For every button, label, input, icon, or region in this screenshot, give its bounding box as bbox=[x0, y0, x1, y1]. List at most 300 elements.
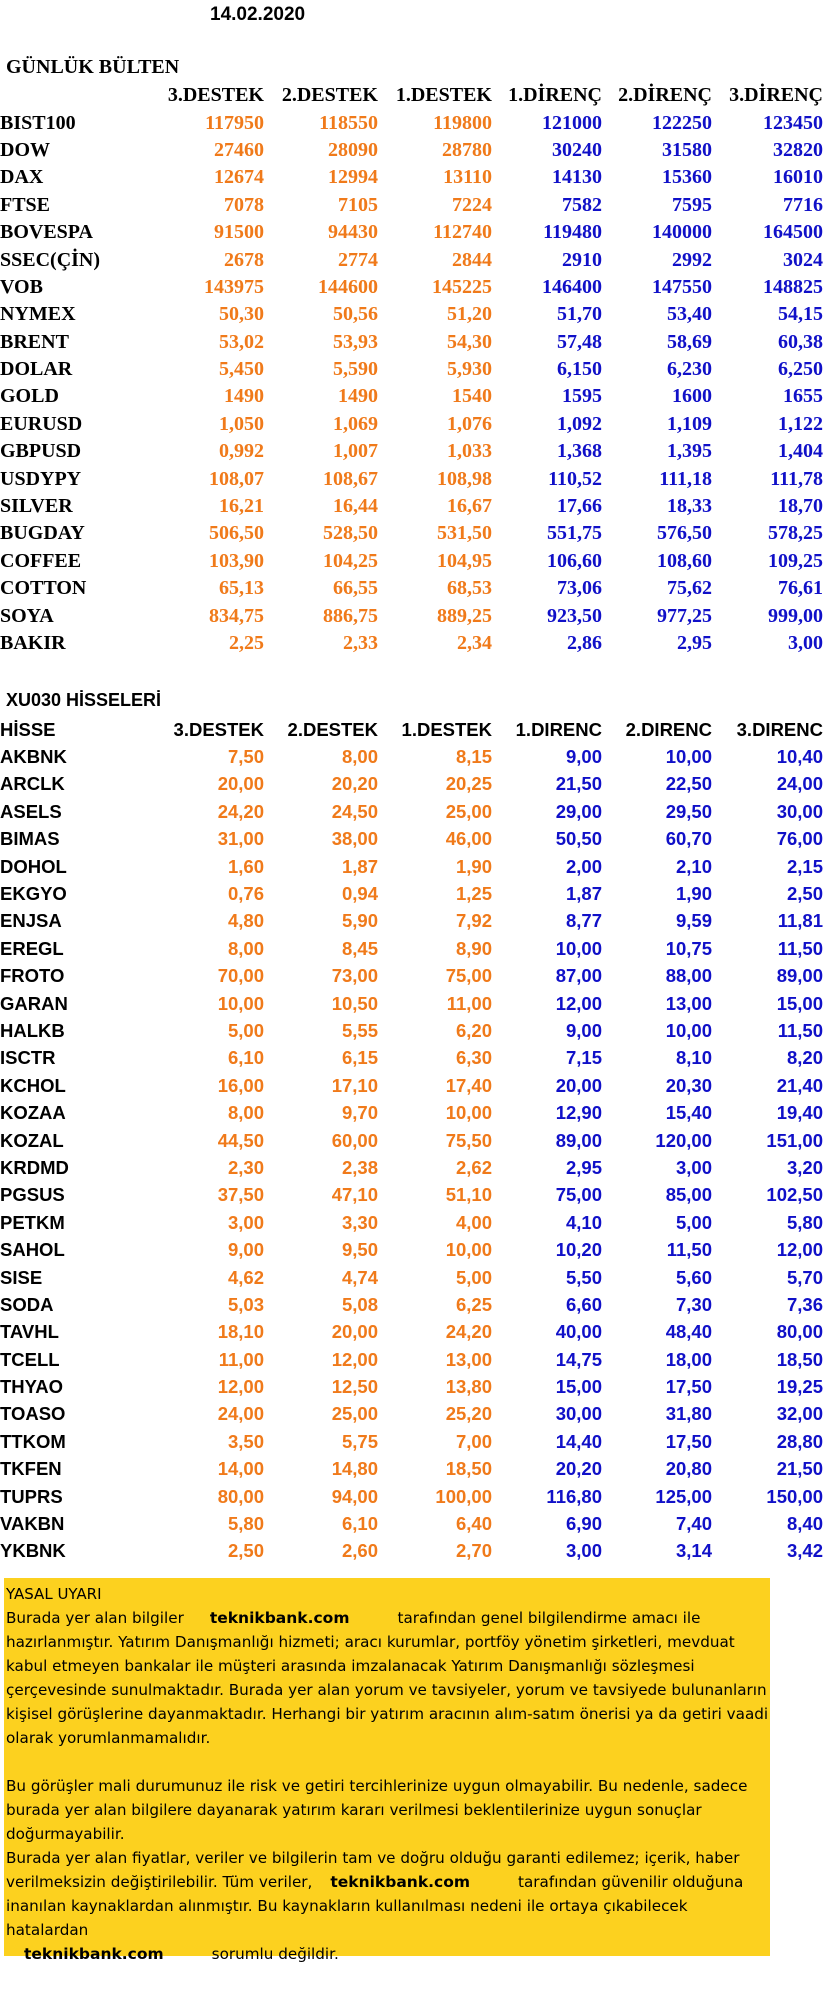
support-value: 2774 bbox=[338, 248, 378, 271]
resistance-value: 109,25 bbox=[768, 549, 823, 572]
support-value: 16,67 bbox=[447, 495, 492, 518]
support-value: 1490 bbox=[224, 385, 264, 408]
resistance-value: 8,10 bbox=[675, 1047, 712, 1069]
support-value: 31,00 bbox=[217, 828, 264, 850]
support-value: 5,75 bbox=[341, 1430, 378, 1452]
support-value: 70,00 bbox=[217, 965, 264, 987]
resistance-value: 19,25 bbox=[776, 1376, 823, 1398]
resistance-value: 24,00 bbox=[776, 773, 823, 795]
resistance-value: 20,00 bbox=[555, 1074, 602, 1096]
support-value: 25,00 bbox=[445, 800, 492, 822]
support-value: 5,590 bbox=[333, 358, 378, 381]
support-value: 51,10 bbox=[445, 1184, 492, 1206]
support-value: 528,50 bbox=[323, 522, 378, 545]
support-value: 46,00 bbox=[445, 828, 492, 850]
support-value: 13110 bbox=[443, 166, 492, 189]
resistance-value: 75,00 bbox=[555, 1184, 602, 1206]
support-value: 1,069 bbox=[333, 412, 378, 435]
support-value: 7,92 bbox=[455, 910, 492, 932]
support-value: 53,93 bbox=[333, 330, 378, 353]
table-row bbox=[0, 798, 823, 825]
resistance-value: 2,50 bbox=[786, 883, 823, 905]
instrument-name: BOVESPA bbox=[0, 221, 93, 244]
table-row bbox=[0, 411, 823, 438]
resistance-value: 51,70 bbox=[557, 303, 602, 326]
column-header: 3.DESTEK bbox=[167, 84, 264, 107]
instrument-name: GARAN bbox=[0, 992, 68, 1014]
support-value: 834,75 bbox=[209, 604, 264, 627]
resistance-value: 32820 bbox=[773, 138, 823, 161]
report-date: 14.02.2020 bbox=[210, 4, 306, 25]
support-value: 144600 bbox=[318, 275, 378, 298]
stocks-title: XU030 HİSSELERİ bbox=[6, 690, 162, 710]
resistance-value: 22,50 bbox=[665, 773, 712, 795]
instrument-name: DAX bbox=[0, 166, 44, 189]
instrument-name: COTTON bbox=[0, 577, 87, 600]
resistance-value: 21,50 bbox=[776, 1458, 823, 1480]
instrument-name: SISE bbox=[0, 1266, 43, 1288]
support-value: 7105 bbox=[338, 193, 378, 216]
support-value: 8,90 bbox=[455, 937, 492, 959]
resistance-value: 7582 bbox=[562, 193, 602, 216]
support-value: 11,00 bbox=[446, 992, 492, 1014]
table-row bbox=[0, 963, 823, 990]
resistance-value: 18,00 bbox=[665, 1348, 712, 1370]
instrument-name: BAKIR bbox=[0, 632, 66, 654]
support-value: 1,007 bbox=[333, 440, 378, 463]
table-row bbox=[0, 1401, 823, 1428]
support-value: 14,80 bbox=[331, 1458, 378, 1480]
support-value: 7,00 bbox=[455, 1430, 492, 1452]
support-value: 2,50 bbox=[227, 1540, 264, 1562]
support-value: 0,992 bbox=[219, 440, 264, 463]
instrument-name: ARCLK bbox=[0, 773, 65, 795]
support-value: 8,45 bbox=[341, 937, 378, 959]
support-value: 50,30 bbox=[219, 303, 264, 326]
resistance-value: 10,00 bbox=[555, 937, 602, 959]
resistance-value: 9,00 bbox=[565, 746, 602, 768]
disclaimer-text: tarafından genel bilgilendirme amacı ile bbox=[397, 1609, 701, 1627]
resistance-value: 151,00 bbox=[766, 1129, 823, 1151]
resistance-value: 6,90 bbox=[565, 1513, 602, 1535]
support-value: 2,34 bbox=[457, 632, 492, 654]
resistance-value: 2992 bbox=[672, 248, 712, 271]
resistance-value: 140000 bbox=[652, 221, 712, 244]
instrument-name: DOHOL bbox=[0, 855, 67, 877]
support-value: 1540 bbox=[452, 385, 492, 408]
instrument-name: TUPRS bbox=[0, 1485, 63, 1507]
resistance-value: 11,81 bbox=[777, 910, 823, 932]
resistance-value: 3,20 bbox=[786, 1156, 823, 1178]
resistance-value: 106,60 bbox=[547, 549, 602, 572]
resistance-value: 999,00 bbox=[768, 604, 823, 627]
resistance-value: 15,00 bbox=[555, 1376, 602, 1398]
support-value: 12,00 bbox=[331, 1348, 378, 1370]
resistance-value: 19,40 bbox=[776, 1102, 823, 1124]
support-value: 10,00 bbox=[217, 992, 264, 1014]
resistance-value: 28,80 bbox=[776, 1430, 823, 1452]
support-value: 20,00 bbox=[331, 1321, 378, 1343]
support-value: 17,10 bbox=[331, 1074, 378, 1096]
resistance-value: 40,00 bbox=[555, 1321, 602, 1343]
resistance-value: 10,00 bbox=[665, 746, 712, 768]
resistance-value: 32,00 bbox=[776, 1403, 823, 1425]
resistance-value: 21,50 bbox=[555, 773, 602, 795]
resistance-value: 977,25 bbox=[657, 604, 712, 627]
support-value: 5,90 bbox=[341, 910, 378, 932]
instrument-name: SAHOL bbox=[0, 1239, 65, 1261]
support-value: 0,94 bbox=[341, 883, 378, 905]
support-value: 8,00 bbox=[341, 746, 378, 768]
resistance-value: 29,50 bbox=[665, 800, 712, 822]
support-value: 1,25 bbox=[455, 883, 492, 905]
column-header: 1.DİRENÇ bbox=[508, 84, 602, 107]
support-value: 3,50 bbox=[227, 1430, 264, 1452]
support-value: 8,00 bbox=[227, 937, 264, 959]
table-row bbox=[0, 137, 823, 164]
support-value: 7,50 bbox=[227, 746, 264, 768]
resistance-value: 21,40 bbox=[776, 1074, 823, 1096]
resistance-value: 578,25 bbox=[768, 522, 823, 545]
instrument-name: SILVER bbox=[0, 495, 73, 518]
support-value: 75,50 bbox=[445, 1129, 492, 1151]
instrument-name: USDYPY bbox=[0, 467, 82, 490]
table-row bbox=[0, 1319, 823, 1346]
resistance-value: 1,092 bbox=[557, 412, 602, 435]
support-value: 112740 bbox=[433, 221, 492, 244]
resistance-value: 76,00 bbox=[776, 828, 823, 850]
disclaimer-text: doğurmayabilir. bbox=[6, 1825, 125, 1843]
table-row bbox=[0, 164, 823, 191]
support-value: 889,25 bbox=[437, 604, 492, 627]
instrument-name: NYMEX bbox=[0, 303, 76, 326]
table-row bbox=[0, 1456, 823, 1483]
support-value: 6,10 bbox=[227, 1047, 264, 1069]
resistance-value: 10,20 bbox=[555, 1239, 602, 1261]
support-value: 1490 bbox=[338, 385, 378, 408]
table-row bbox=[0, 1045, 823, 1072]
support-value: 16,44 bbox=[333, 495, 378, 518]
resistance-value: 7,15 bbox=[565, 1047, 602, 1069]
support-value: 5,00 bbox=[227, 1019, 264, 1041]
resistance-value: 73,06 bbox=[557, 577, 602, 600]
table-row bbox=[0, 1538, 823, 1565]
disclaimer-text: Burada yer alan bilgiler bbox=[6, 1609, 184, 1627]
support-value: 2844 bbox=[452, 248, 492, 271]
table-row bbox=[0, 880, 823, 907]
support-value: 66,55 bbox=[333, 577, 378, 600]
table-row bbox=[0, 1428, 823, 1455]
table-row bbox=[0, 246, 823, 273]
table-row bbox=[0, 1236, 823, 1263]
table-row bbox=[0, 109, 823, 136]
resistance-value: 121000 bbox=[542, 111, 602, 134]
support-value: 143975 bbox=[204, 275, 264, 298]
support-value: 2,62 bbox=[455, 1156, 492, 1178]
resistance-value: 18,33 bbox=[667, 495, 712, 518]
table-row bbox=[0, 1346, 823, 1373]
resistance-value: 1,395 bbox=[667, 440, 712, 463]
support-value: 53,02 bbox=[219, 330, 264, 353]
table-row bbox=[0, 219, 823, 246]
resistance-value: 2,95 bbox=[677, 632, 712, 654]
resistance-value: 15,40 bbox=[665, 1102, 712, 1124]
instrument-name: BIST100 bbox=[0, 111, 76, 134]
support-value: 108,07 bbox=[209, 467, 264, 490]
support-value: 12,00 bbox=[217, 1376, 264, 1398]
column-header: HİSSE bbox=[0, 718, 56, 740]
support-value: 12674 bbox=[214, 166, 264, 189]
column-header: 1.DIRENC bbox=[515, 718, 602, 740]
resistance-value: 20,20 bbox=[555, 1458, 602, 1480]
resistance-value: 3,42 bbox=[786, 1540, 823, 1562]
resistance-value: 7,40 bbox=[675, 1513, 712, 1535]
resistance-value: 88,00 bbox=[665, 965, 712, 987]
instrument-name: TTKOM bbox=[0, 1430, 66, 1452]
disclaimer-text: verilmeksizin değiştirilebilir. Tüm veriler, bbox=[6, 1873, 313, 1891]
resistance-value: 3,00 bbox=[565, 1540, 602, 1562]
resistance-value: 30,00 bbox=[776, 800, 823, 822]
support-value: 20,20 bbox=[331, 773, 378, 795]
support-value: 6,30 bbox=[455, 1047, 492, 1069]
support-value: 3,30 bbox=[341, 1211, 378, 1233]
table-row bbox=[0, 438, 823, 465]
resistance-value: 551,75 bbox=[547, 522, 602, 545]
resistance-value: 2,00 bbox=[565, 855, 602, 877]
support-value: 94,00 bbox=[331, 1485, 378, 1507]
table-row bbox=[0, 493, 823, 520]
resistance-value: 150,00 bbox=[766, 1485, 823, 1507]
header-row bbox=[0, 716, 823, 743]
legal-disclaimer bbox=[4, 1578, 770, 1963]
support-value: 51,20 bbox=[447, 303, 492, 326]
support-value: 38,00 bbox=[331, 828, 378, 850]
table-row bbox=[0, 465, 823, 492]
resistance-value: 85,00 bbox=[665, 1184, 712, 1206]
resistance-value: 13,00 bbox=[665, 992, 712, 1014]
support-value: 6,20 bbox=[455, 1019, 492, 1041]
instrument-name: ASELS bbox=[0, 800, 62, 822]
support-value: 100,00 bbox=[435, 1485, 492, 1507]
support-value: 5,450 bbox=[219, 358, 264, 381]
support-value: 4,80 bbox=[227, 910, 264, 932]
column-header: 2.DİRENÇ bbox=[618, 84, 712, 107]
support-value: 80,00 bbox=[217, 1485, 264, 1507]
resistance-value: 8,77 bbox=[565, 910, 602, 932]
brand-name: teknikbank.com bbox=[24, 1945, 164, 1963]
support-value: 20,25 bbox=[445, 773, 492, 795]
instrument-name: COFFEE bbox=[0, 549, 82, 572]
resistance-value: 18,70 bbox=[778, 495, 823, 518]
resistance-value: 9,59 bbox=[675, 910, 712, 932]
resistance-value: 10,40 bbox=[776, 746, 823, 768]
support-value: 44,50 bbox=[217, 1129, 264, 1151]
support-value: 104,25 bbox=[323, 549, 378, 572]
instrument-name: ISCTR bbox=[0, 1047, 56, 1069]
resistance-value: 2,95 bbox=[565, 1156, 602, 1178]
support-value: 13,80 bbox=[445, 1376, 492, 1398]
instrument-name: EKGYO bbox=[0, 883, 67, 905]
support-value: 3,00 bbox=[227, 1211, 264, 1233]
support-value: 119800 bbox=[433, 111, 492, 134]
instrument-name: GBPUSD bbox=[0, 440, 82, 463]
support-value: 4,62 bbox=[227, 1266, 264, 1288]
disclaimer-text: kabul etmeyen bankalar ile müşteri arasında imzalanacak Yatırım Danışmanlığı sözleşmesi bbox=[6, 1657, 695, 1675]
instrument-name: TOASO bbox=[0, 1403, 66, 1425]
table-row bbox=[0, 935, 823, 962]
support-value: 73,00 bbox=[331, 965, 378, 987]
resistance-value: 30240 bbox=[552, 138, 602, 161]
support-value: 104,95 bbox=[437, 549, 492, 572]
support-value: 91500 bbox=[214, 221, 264, 244]
resistance-value: 50,50 bbox=[555, 828, 602, 850]
resistance-value: 7,36 bbox=[786, 1293, 823, 1315]
resistance-value: 20,80 bbox=[665, 1458, 712, 1480]
table-row bbox=[0, 853, 823, 880]
disclaimer-text: burada yer alan bilgilere dayanarak yatırım kararı verilmesi beklentilerinize uygun sonuçlar bbox=[6, 1801, 702, 1819]
support-value: 2,60 bbox=[341, 1540, 378, 1562]
support-value: 6,15 bbox=[341, 1047, 378, 1069]
resistance-value: 17,50 bbox=[665, 1430, 712, 1452]
support-value: 7078 bbox=[224, 193, 264, 216]
resistance-value: 7,30 bbox=[675, 1293, 712, 1315]
resistance-value: 1,90 bbox=[675, 883, 712, 905]
resistance-value: 48,40 bbox=[665, 1321, 712, 1343]
resistance-value: 164500 bbox=[763, 221, 823, 244]
support-value: 27460 bbox=[214, 138, 264, 161]
brand-name: teknikbank.com bbox=[209, 1609, 350, 1627]
resistance-value: 12,90 bbox=[555, 1102, 602, 1124]
resistance-value: 110,52 bbox=[548, 467, 602, 490]
resistance-value: 60,70 bbox=[665, 828, 712, 850]
instrument-name: DOLAR bbox=[0, 358, 73, 381]
resistance-value: 7595 bbox=[672, 193, 712, 216]
table-row bbox=[0, 602, 823, 629]
disclaimer-text: olarak yorumlanmamalıdır. bbox=[6, 1729, 211, 1747]
support-value: 37,50 bbox=[217, 1184, 264, 1206]
resistance-value: 1,404 bbox=[778, 440, 823, 463]
table-row bbox=[0, 1264, 823, 1291]
support-value: 5,80 bbox=[227, 1513, 264, 1535]
resistance-value: 3,00 bbox=[675, 1156, 712, 1178]
support-value: 75,00 bbox=[445, 965, 492, 987]
resistance-value: 31,80 bbox=[665, 1403, 712, 1425]
resistance-value: 148825 bbox=[763, 275, 823, 298]
instrument-name: YKBNK bbox=[0, 1540, 66, 1562]
table-row bbox=[0, 520, 823, 547]
table-row bbox=[0, 1373, 823, 1400]
table-row bbox=[0, 192, 823, 219]
resistance-value: 111,18 bbox=[659, 467, 712, 490]
support-value: 5,08 bbox=[341, 1293, 378, 1315]
support-value: 108,67 bbox=[323, 467, 378, 490]
instrument-name: BRENT bbox=[0, 330, 69, 353]
resistance-value: 1,109 bbox=[667, 412, 712, 435]
instrument-name: VAKBN bbox=[0, 1513, 65, 1535]
resistance-value: 12,00 bbox=[555, 992, 602, 1014]
instrument-name: SSEC(ÇİN) bbox=[0, 248, 101, 271]
resistance-value: 54,15 bbox=[778, 303, 823, 326]
support-value: 16,00 bbox=[217, 1074, 264, 1096]
header-row bbox=[0, 82, 823, 109]
support-value: 11,00 bbox=[218, 1348, 264, 1370]
column-header: 3.DIRENC bbox=[736, 718, 823, 740]
support-value: 65,13 bbox=[219, 577, 264, 600]
table-row bbox=[0, 1291, 823, 1318]
instrument-name: AKBNK bbox=[0, 746, 67, 768]
support-value: 6,10 bbox=[341, 1513, 378, 1535]
table-row bbox=[0, 1127, 823, 1154]
support-value: 54,30 bbox=[447, 330, 492, 353]
resistance-value: 12,00 bbox=[776, 1239, 823, 1261]
column-header: 2.DIRENC bbox=[625, 718, 712, 740]
column-header: 1.DESTEK bbox=[395, 84, 492, 107]
support-value: 10,00 bbox=[445, 1239, 492, 1261]
resistance-value: 11,50 bbox=[666, 1239, 712, 1261]
instrument-name: TKFEN bbox=[0, 1458, 62, 1480]
resistance-value: 122250 bbox=[652, 111, 712, 134]
disclaimer-text: inanılan kaynaklardan alınmıştır. Bu kaynakların kullanılması nedeni ile ortaya çıkabilecek hatalardan bbox=[6, 1897, 688, 1939]
table-row bbox=[0, 826, 823, 853]
support-value: 108,98 bbox=[437, 467, 492, 490]
support-value: 17,40 bbox=[445, 1074, 492, 1096]
table-row bbox=[0, 1154, 823, 1181]
resistance-value: 1655 bbox=[783, 385, 823, 408]
support-value: 28780 bbox=[442, 138, 492, 161]
support-value: 531,50 bbox=[437, 522, 492, 545]
support-value: 10,50 bbox=[331, 992, 378, 1014]
resistance-value: 123450 bbox=[763, 111, 823, 134]
support-value: 2,38 bbox=[341, 1156, 378, 1178]
resistance-value: 17,50 bbox=[665, 1376, 712, 1398]
column-header: 3.DESTEK bbox=[173, 718, 264, 740]
resistance-value: 53,40 bbox=[667, 303, 712, 326]
support-value: 25,00 bbox=[331, 1403, 378, 1425]
table-row bbox=[0, 1072, 823, 1099]
resistance-value: 5,80 bbox=[786, 1211, 823, 1233]
resistance-value: 9,00 bbox=[565, 1019, 602, 1041]
support-value: 9,70 bbox=[341, 1102, 378, 1124]
resistance-value: 75,62 bbox=[667, 577, 712, 600]
resistance-value: 60,38 bbox=[778, 330, 823, 353]
table-row bbox=[0, 1510, 823, 1537]
resistance-value: 14130 bbox=[552, 166, 602, 189]
support-value: 8,15 bbox=[455, 746, 492, 768]
support-value: 4,74 bbox=[341, 1266, 378, 1288]
instrument-name: KRDMD bbox=[0, 1156, 69, 1178]
column-header: 2.DESTEK bbox=[281, 84, 378, 107]
table-row bbox=[0, 575, 823, 602]
resistance-value: 7716 bbox=[783, 193, 823, 216]
disclaimer-text: kişisel görüşlerine dayanmaktadır. Herhangi bir yatırım aracının alım-satım önerisi ya da getiri vaadi bbox=[6, 1705, 769, 1723]
brand-name: teknikbank.com bbox=[330, 1873, 471, 1891]
table-row bbox=[0, 1182, 823, 1209]
instrument-name: HALKB bbox=[0, 1019, 65, 1041]
support-value: 2,25 bbox=[229, 632, 264, 654]
table-row bbox=[0, 1483, 823, 1510]
resistance-value: 89,00 bbox=[555, 1129, 602, 1151]
resistance-value: 8,40 bbox=[786, 1513, 823, 1535]
support-value: 47,10 bbox=[331, 1184, 378, 1206]
support-value: 2,70 bbox=[455, 1540, 492, 1562]
support-value: 6,25 bbox=[455, 1293, 492, 1315]
table-row bbox=[0, 301, 823, 328]
instrument-name: ENJSA bbox=[0, 910, 62, 932]
resistance-value: 5,70 bbox=[786, 1266, 823, 1288]
resistance-value: 89,00 bbox=[776, 965, 823, 987]
support-value: 2678 bbox=[224, 248, 264, 271]
resistance-value: 1,368 bbox=[557, 440, 602, 463]
